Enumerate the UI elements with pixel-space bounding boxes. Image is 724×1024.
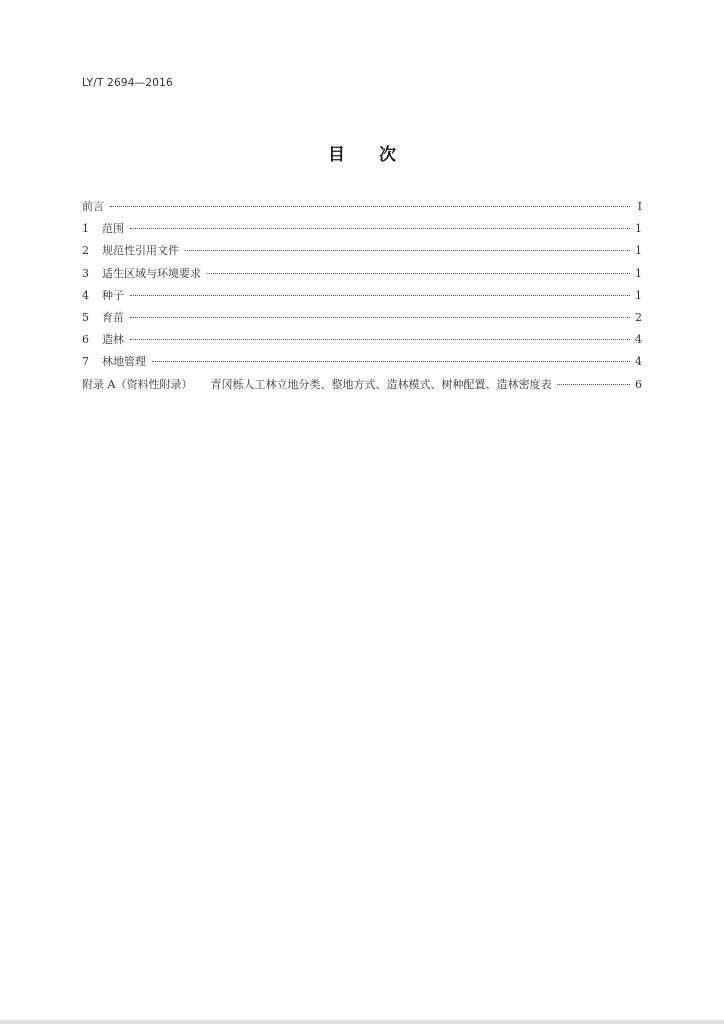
toc-entry-page: 6 xyxy=(635,377,642,391)
toc-entry-appendix-a[interactable] xyxy=(82,376,642,398)
toc-entry-foreword[interactable] xyxy=(82,198,642,220)
dot-leader xyxy=(130,317,630,318)
toc-heading: 目 次 xyxy=(328,145,396,165)
dot-leader xyxy=(130,339,630,340)
toc-entry-page: 4 xyxy=(635,355,642,369)
dot-leader xyxy=(207,273,630,274)
toc-entry-seeds[interactable] xyxy=(82,287,642,309)
page-bottom-edge xyxy=(0,1020,724,1024)
toc-entry-page: 1 xyxy=(635,266,642,280)
toc-entry-page: 1 xyxy=(635,222,642,236)
toc-entry-normative-references[interactable] xyxy=(82,242,642,264)
toc-entry-page: 2 xyxy=(635,310,642,324)
toc-entry-scope[interactable] xyxy=(82,220,642,242)
toc-entry-title: 范围 xyxy=(102,222,124,236)
document-code: LY/T 2694—2016 xyxy=(82,77,173,89)
toc-entry-title: 适生区域与环境要求 xyxy=(102,266,201,280)
toc-entry-title: 育苗 xyxy=(102,310,124,324)
dot-leader xyxy=(130,228,630,229)
dot-leader xyxy=(185,250,630,251)
toc-entry-seedling-raising[interactable] xyxy=(82,309,642,331)
toc-entry-forest-management[interactable] xyxy=(82,353,642,375)
toc-entry-number: 3 xyxy=(82,266,89,280)
toc-entry-number: 7 xyxy=(82,355,89,369)
toc-entry-page: 4 xyxy=(635,333,642,347)
toc-entry-title: 规范性引用文件 xyxy=(102,244,179,258)
table-of-contents xyxy=(82,198,642,398)
toc-entry-page: 1 xyxy=(635,288,642,302)
toc-entry-title: 附录 A（资料性附录） xyxy=(82,377,193,391)
toc-entry-title: 造林 xyxy=(102,333,124,347)
toc-entry-afforestation[interactable] xyxy=(82,331,642,353)
toc-entry-title: 林地管理 xyxy=(102,355,146,369)
toc-entry-title: 前言 xyxy=(82,200,104,213)
toc-entry-number: 4 xyxy=(82,288,89,302)
dot-leader xyxy=(110,206,630,207)
toc-entry-page: 1 xyxy=(635,244,642,258)
toc-entry-number: 6 xyxy=(82,333,89,347)
dot-leader xyxy=(130,295,630,296)
dot-leader xyxy=(152,361,630,362)
toc-entry-suitable-region[interactable] xyxy=(82,265,642,287)
dot-leader xyxy=(557,384,630,385)
toc-entry-description: 青冈栎人工林立地分类、整地方式、造林模式、树种配置、造林密度表 xyxy=(210,377,552,391)
toc-entry-number: 5 xyxy=(82,310,89,324)
toc-entry-number: 2 xyxy=(82,244,89,258)
toc-entry-title: 种子 xyxy=(102,288,124,302)
toc-entry-number: 1 xyxy=(82,222,89,236)
toc-entry-page: I xyxy=(637,200,642,213)
